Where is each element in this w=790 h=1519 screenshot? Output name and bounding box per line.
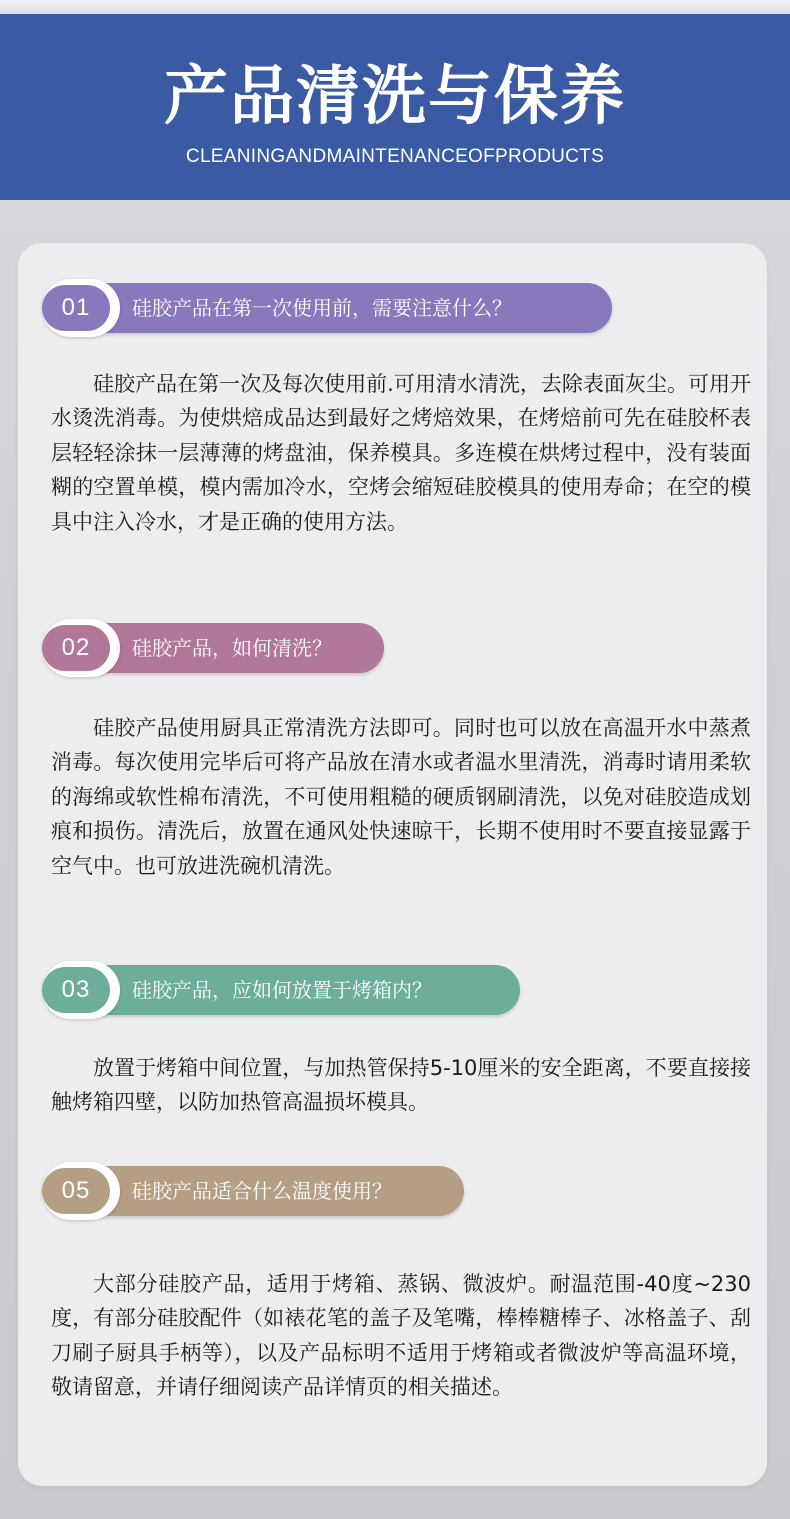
section-heading-02 xyxy=(56,623,384,673)
section-answer-05: 大部分硅胶产品，适用于烤箱、蒸锅、微波炉。耐温范围-40度~230度，有部分硅胶配件（如裱花笔的盖子及笔嘴，棒棒糖棒子、冰格盖子、刮刀刷子厨具手柄等），以及产品标明不适用于烤箱或者微波炉等高温环境，敬请留意，并请仔细阅读产品详情页的相关描述。 xyxy=(51,1272,751,1400)
top-strip xyxy=(0,0,790,14)
section-number-badge xyxy=(42,961,120,1019)
section-question: 硅胶产品适合什么温度使用？ xyxy=(132,1179,392,1203)
section-number-badge xyxy=(42,1162,120,1220)
section-number: 03 xyxy=(42,967,110,1013)
section-question: 硅胶产品在第一次使用前，需要注意什么？ xyxy=(132,296,512,320)
section-number-badge xyxy=(42,619,120,677)
page-title: 产品清洗与保养 xyxy=(164,60,626,134)
section-answer-02: 硅胶产品使用厨具正常清洗方法即可。同时也可以放在高温开水中蒸煮消毒。每次使用完毕后可将产品放在清水或者温水里清洗，消毒时请用柔软的海绵或软性棉布清洗，不可使用粗糙的硬质钢刷清洗，以免对硅胶造成划痕和损伤。清洗后，放置在通风处快速晾干，长期不使用时不要直接显露于空气中。也可放进洗碗机清洗。 xyxy=(51,716,751,878)
section-question: 硅胶产品，应如何放置于烤箱内？ xyxy=(132,978,432,1002)
header-banner xyxy=(0,14,790,200)
section-heading-01 xyxy=(56,283,612,333)
page-subtitle: CLEANINGANDMAINTENANCEOFPRODUCTS xyxy=(185,146,605,167)
section-answer-01: 硅胶产品在第一次及每次使用前.可用清水清洗，去除表面灰尘。可用开水烫洗消毒。为使烘焙成品达到最好之烤焙效果，在烤焙前可先在硅胶杯表层轻轻涂抹一层薄薄的烤盘油，保养模具。多连模在烘烤过程中，没有装面糊的空置单模，模内需加冷水，空烤会缩短硅胶模具的使用寿命；在空的模具中注入冷水，才是正确的使用方法。 xyxy=(51,372,751,534)
content-card xyxy=(18,243,767,1486)
section-number: 05 xyxy=(42,1168,110,1214)
section-number-badge xyxy=(42,279,120,337)
section-answer-03: 放置于烤箱中间位置，与加热管保持5-10厘米的安全距离，不要直接接触烤箱四壁，以防加热管高温损坏模具。 xyxy=(51,1056,751,1115)
section-heading-03 xyxy=(56,965,520,1015)
section-number: 01 xyxy=(42,285,110,331)
section-heading-05 xyxy=(56,1166,464,1216)
section-number: 02 xyxy=(42,625,110,671)
section-question: 硅胶产品，如何清洗？ xyxy=(132,636,332,660)
